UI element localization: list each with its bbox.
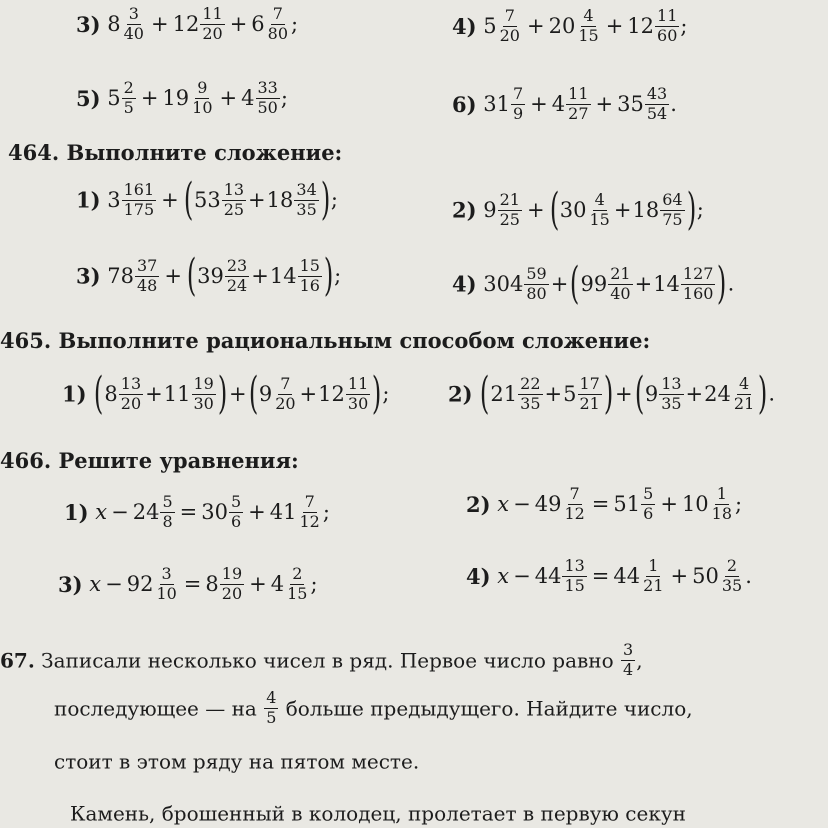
- exercise-number: 67.: [0, 648, 35, 673]
- exercise-466-item-4: 4) x − 44 $\frac{13}{15}$ = 44 $\frac{1}{21}$ + 50 $\frac{2}{35}$ .: [466, 556, 752, 595]
- mixed-number: 10 $\frac{1}{18}$: [681, 484, 733, 523]
- mixed-number: 8 $\frac{19}{20}$: [205, 564, 243, 603]
- mixed-number: 92 $\frac{3}{10}$: [126, 564, 177, 603]
- exercise-463-item-3: 3) 8 $\frac{3}{40}$ + 12 $\frac{11}{20}$ + 6 $\frac{7}{80}$ ;: [76, 4, 299, 43]
- exercise-467-line-1: 67. Записали несколько чисел в ряд. Первое число равно $\frac{3}{4}$ ,: [0, 640, 643, 679]
- mixed-number: 304 $\frac{59}{80}$: [483, 263, 547, 303]
- mixed-number: 14 $\frac{127}{160}$: [653, 263, 714, 303]
- exercise-468-partial: [70, 802, 686, 824]
- mixed-number: 4 $\frac{11}{27}$: [551, 84, 589, 123]
- mixed-number: 49 $\frac{7}{12}$: [534, 484, 585, 523]
- problem-text: Записали несколько чисел в ряд. Первое число равно: [41, 648, 614, 673]
- mixed-number: 8 $\frac{13}{20}$: [104, 373, 142, 413]
- mixed-number: 12 $\frac{11}{60}$: [627, 6, 678, 45]
- item-label: 3): [76, 263, 101, 289]
- item-label: 6): [452, 91, 477, 117]
- fraction: $\frac{3}{4}$: [623, 640, 634, 679]
- item-label: 2): [448, 381, 473, 407]
- item-label: 1): [62, 381, 87, 407]
- mixed-number: 5 $\frac{17}{21}$: [563, 373, 600, 413]
- mixed-number: 12 $\frac{11}{20}$: [172, 4, 223, 43]
- mixed-number: 44 $\frac{1}{21}$: [613, 556, 664, 595]
- mixed-number: 41 $\frac{7}{12}$: [269, 492, 320, 531]
- item-label: 4): [452, 271, 477, 297]
- mixed-number: 78 $\frac{37}{48}$: [107, 255, 158, 295]
- mixed-number: 51 $\frac{5}{6}$: [613, 484, 654, 523]
- item-label: 3): [76, 11, 101, 37]
- item-label: 3): [58, 571, 83, 597]
- mixed-number: 4 $\frac{2}{15}$: [270, 564, 308, 603]
- mixed-number: 3 $\frac{161}{175}$: [107, 179, 155, 219]
- problem-text: стоит в этом ряду на пятом месте.: [54, 749, 420, 774]
- exercise-title: Выполните рациональным способом сложение:: [58, 328, 651, 353]
- mixed-number: 11 $\frac{19}{30}$: [163, 373, 214, 413]
- exercise-464-item-1: 1) 3 $\frac{161}{175}$ + (53 $\frac{13}{25}$ +18 $\frac{34}{35}$ );: [76, 174, 338, 225]
- exercise-464-item-4: 4) 304 $\frac{59}{80}$ +(99 $\frac{21}{40}$ +14 $\frac{127}{160}$ ).: [452, 258, 735, 309]
- mixed-number: 35 $\frac{43}{54}$: [617, 84, 668, 123]
- problem-text: Камень, брошенный в колодец, пролетает в первую секун: [70, 801, 686, 826]
- mixed-number: 18 $\frac{34}{35}$: [266, 179, 317, 219]
- mixed-number: 9 $\frac{7}{20}$: [258, 373, 296, 413]
- exercise-464-header: [8, 142, 342, 163]
- problem-text: больше предыдущего. Найдите число,: [285, 696, 693, 721]
- item-label: 4): [452, 13, 477, 39]
- exercise-463-item-6: 6) 31 $\frac{7}{9}$ + 4 $\frac{11}{27}$ + 35 $\frac{43}{54}$ .: [452, 84, 677, 123]
- mixed-number: 9 $\frac{21}{25}$: [483, 189, 520, 229]
- mixed-number: 31 $\frac{7}{9}$: [483, 84, 524, 123]
- item-label: 2): [452, 197, 477, 223]
- exercise-466-item-3: 3) x − 92 $\frac{3}{10}$ = 8 $\frac{19}{20}$ + 4 $\frac{2}{15}$ ;: [58, 564, 318, 603]
- exercise-465-header: [0, 330, 650, 351]
- mixed-number: 4 $\frac{33}{50}$: [241, 78, 278, 117]
- mixed-number: 50 $\frac{2}{35}$: [692, 556, 743, 595]
- mixed-number: 44 $\frac{13}{15}$: [534, 556, 585, 595]
- item-label: 5): [76, 85, 101, 111]
- exercise-463-item-4: 4) 5 $\frac{7}{20}$ + 20 $\frac{4}{15}$ + 12 $\frac{11}{60}$ ;: [452, 6, 688, 45]
- exercise-number: 465.: [0, 328, 52, 353]
- item-label: 1): [76, 187, 101, 213]
- mixed-number: 30 $\frac{5}{6}$: [201, 492, 242, 531]
- mixed-number: 5 $\frac{2}{5}$: [107, 78, 134, 117]
- exercise-466-item-1: 1) x − 24 $\frac{5}{8}$ = 30 $\frac{5}{6}$ + 41 $\frac{7}{12}$ ;: [64, 492, 330, 531]
- exercise-466-item-2: 2) x − 49 $\frac{7}{12}$ = 51 $\frac{5}{6}$ + 10 $\frac{1}{18}$ ;: [466, 484, 743, 523]
- exercise-465-item-2: 2) (21 $\frac{22}{35}$ +5 $\frac{17}{21}$ )+(9 $\frac{13}{35}$ +24 $\frac{4}{21}$ ).: [448, 368, 776, 419]
- exercise-463-item-5: 5) 5 $\frac{2}{5}$ + 19 $\frac{9}{10}$ + 4 $\frac{33}{50}$ ;: [76, 78, 288, 117]
- fraction: $\frac{4}{5}$: [266, 688, 277, 727]
- variable-x: x: [89, 571, 102, 596]
- exercise-466-header: [0, 450, 299, 471]
- mixed-number: 20 $\frac{4}{15}$: [548, 6, 599, 45]
- mixed-number: 5 $\frac{7}{20}$: [483, 6, 520, 45]
- mixed-number: 24 $\frac{5}{8}$: [132, 492, 173, 531]
- exercise-title: Выполните сложение:: [66, 140, 343, 165]
- mixed-number: 53 $\frac{13}{25}$: [193, 179, 245, 219]
- variable-x: x: [95, 499, 108, 524]
- mixed-number: 19 $\frac{9}{10}$: [162, 78, 213, 117]
- exercise-number: 464.: [8, 140, 60, 165]
- exercise-title: Решите уравнения:: [58, 448, 299, 473]
- mixed-number: 30 $\frac{4}{15}$: [559, 189, 610, 229]
- item-label: 1): [64, 499, 89, 525]
- mixed-number: 21 $\frac{22}{35}$: [490, 373, 541, 413]
- mixed-number: 12 $\frac{11}{30}$: [318, 373, 369, 413]
- variable-x: x: [497, 491, 510, 516]
- exercise-465-item-1: 1) (8 $\frac{13}{20}$ +11 $\frac{19}{30}$ )+(9 $\frac{7}{20}$ +12 $\frac{11}{30}$ );: [62, 368, 390, 419]
- mixed-number: 39 $\frac{23}{24}$: [197, 255, 248, 295]
- mixed-number: 6 $\frac{7}{80}$: [251, 4, 289, 43]
- exercise-number: 466.: [0, 448, 52, 473]
- problem-text: последующее — на: [54, 696, 257, 721]
- exercise-464-item-3: 3) 78 $\frac{37}{48}$ + (39 $\frac{23}{24}$ +14 $\frac{15}{16}$ );: [76, 250, 342, 301]
- mixed-number: 18 $\frac{64}{75}$: [632, 189, 683, 229]
- mixed-number: 24 $\frac{4}{21}$: [704, 373, 755, 413]
- mixed-number: 9 $\frac{13}{35}$: [644, 373, 682, 413]
- mixed-number: 99 $\frac{21}{40}$: [580, 263, 631, 303]
- item-label: 4): [466, 563, 491, 589]
- exercise-467-line-3: [54, 750, 419, 772]
- item-label: 2): [466, 491, 491, 517]
- exercise-464-item-2: 2) 9 $\frac{21}{25}$ + (30 $\frac{4}{15}$ +18 $\frac{64}{75}$ );: [452, 184, 704, 235]
- variable-x: x: [497, 563, 510, 588]
- exercise-467-line-2: [54, 690, 693, 727]
- mixed-number: 14 $\frac{15}{16}$: [269, 255, 320, 295]
- mixed-number: 8 $\frac{3}{40}$: [107, 4, 144, 43]
